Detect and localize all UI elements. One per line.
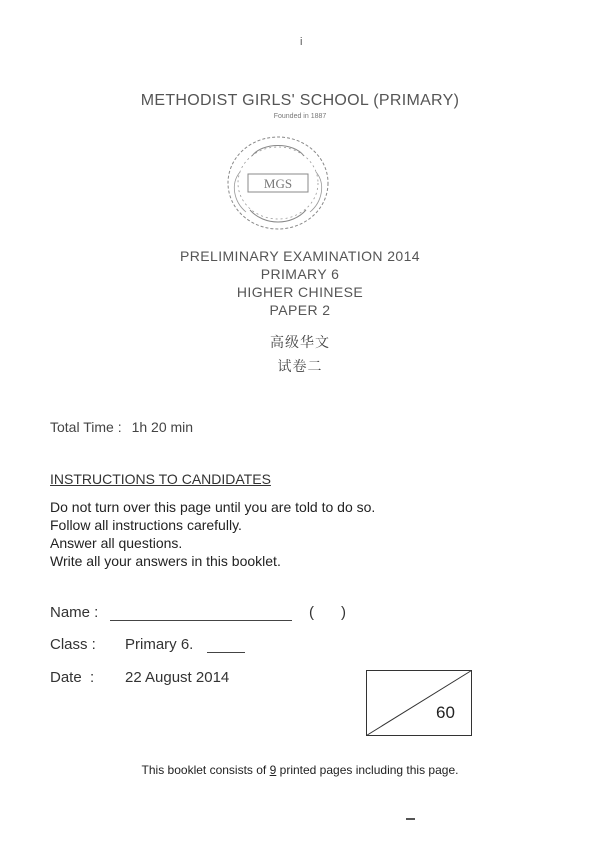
booklet-page-count (0, 763, 600, 777)
instruction-item: Follow all instructions carefully. (50, 517, 242, 533)
register-number-open-paren: ( (309, 604, 314, 621)
class-field-line[interactable] (207, 652, 245, 653)
instruction-item: Write all your answers in this booklet. (50, 553, 281, 569)
exam-level: PRIMARY 6 (260, 266, 340, 282)
exam-subject-chinese: 高级华文 (270, 335, 330, 351)
total-time-value: 1h 20 min (131, 419, 194, 435)
score-box (366, 670, 472, 736)
founded-line: Founded in 1887 (273, 113, 327, 120)
exam-paper-chinese: 试卷二 (277, 359, 323, 375)
total-time (50, 419, 193, 435)
exam-subject: HIGHER CHINESE (236, 284, 364, 300)
school-crest-icon (222, 132, 334, 234)
instruction-item: Do not turn over this page until you are told to do so. (50, 499, 376, 515)
name-label: Name : (50, 604, 99, 621)
register-number-close-paren: ) (341, 604, 346, 621)
class-label: Class : (50, 636, 96, 653)
total-time-label: Total Time : (50, 419, 122, 435)
class-value: Primary 6. (125, 636, 194, 653)
instructions-heading: INSTRUCTIONS TO CANDIDATES (50, 471, 271, 487)
date-value: 22 August 2014 (125, 669, 230, 686)
exam-title: PRELIMINARY EXAMINATION 2014 (180, 248, 420, 264)
exam-paper: PAPER 2 (269, 302, 331, 318)
scan-mark (406, 818, 415, 820)
instruction-item: Answer all questions. (50, 535, 183, 551)
date-label: Date : (50, 669, 95, 686)
footer-suffix: printed pages including this page. (279, 763, 459, 777)
score-total: 60 (436, 703, 455, 722)
page-number-mark: i (300, 36, 303, 48)
school-name: METHODIST GIRLS' SCHOOL (PRIMARY) (140, 92, 460, 109)
crest-letters: MGS (263, 176, 293, 191)
footer-prefix: This booklet consists of (141, 763, 267, 777)
name-field-line[interactable] (110, 620, 292, 621)
footer-page-count: 9 (269, 763, 277, 777)
